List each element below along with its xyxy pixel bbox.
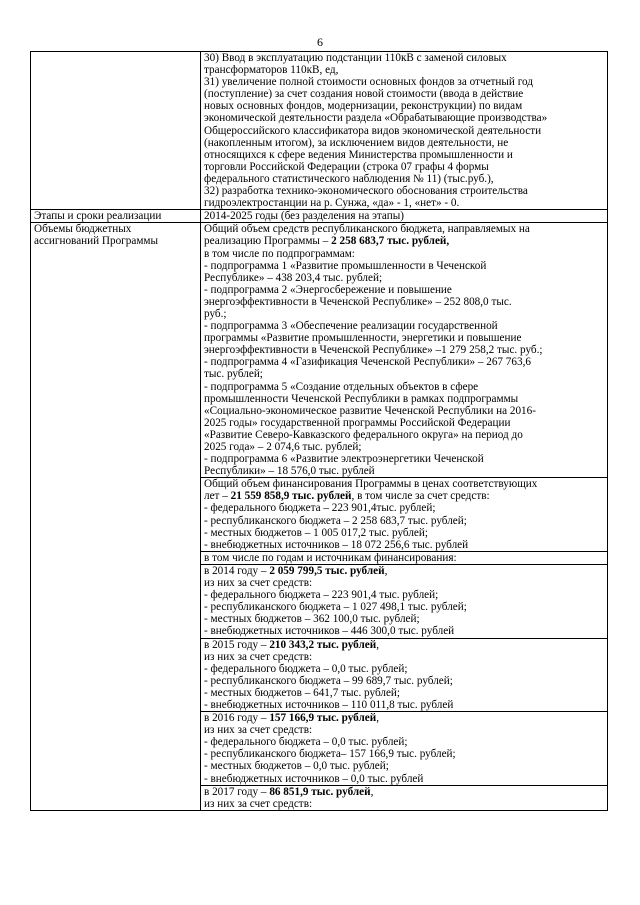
indicators-cell xyxy=(201,52,608,210)
text-line: в том числе по подпрограммам: xyxy=(204,247,355,260)
text-line: (накопленным итогом), за исключением видов деятельности, не xyxy=(204,136,509,149)
text-line: - подпрограмма 1 «Развитие промышленности в Чеченской xyxy=(204,259,487,272)
year-amount: 210 343,2 тыс. рублей xyxy=(269,638,377,651)
text-line: - федерального бюджета – 223 901,4 тыс. рублей; xyxy=(204,589,439,602)
year-amount: 2 059 799,5 тыс. рублей xyxy=(269,564,385,577)
table-row xyxy=(31,223,608,478)
text-line: - местных бюджетов – 0,0 тыс. рублей; xyxy=(204,760,389,773)
year-2016-cell xyxy=(201,712,608,786)
row-label: Этапы и сроки реализации xyxy=(34,210,162,223)
text-line: из них за счет средств: xyxy=(204,650,313,663)
year-2014-cell xyxy=(201,564,608,638)
row-label: ассигнований Программы xyxy=(34,235,159,248)
text-line: - внебюджетных источников – 110 011,8 тыс. рублей xyxy=(204,698,454,711)
text-line: (поступление) за счет создания новой стоимости (ввода в действие xyxy=(204,88,524,101)
text-line: тыс. рублей; xyxy=(204,368,263,381)
text-line: гидроэлектростанции на р. Сунжа, «да» - 1, «нет» - 0. xyxy=(204,197,460,210)
total-amount: 21 559 858,9 тыс. рублей xyxy=(230,490,352,503)
text-line: экономической деятельности раздела «Обрабатывающие производства» xyxy=(204,112,548,125)
total-financing-cell xyxy=(201,478,608,552)
text-line: трансформаторов 110кВ, ед, xyxy=(204,64,339,77)
text-line: - местных бюджетов – 1 005 017,2 тыс. рублей; xyxy=(204,526,428,539)
text-fragment: в 2017 году – xyxy=(204,785,270,798)
text-line xyxy=(204,786,604,798)
total-amount: 2 258 683,7 тыс. рублей, xyxy=(331,235,450,248)
text-fragment: реализацию Программы – xyxy=(204,235,332,248)
page-number: 6 xyxy=(317,35,323,49)
text-line: Общий объем финансирования Программы в ценах соответствующих xyxy=(204,478,538,491)
text-line: Общероссийского классификатора видов экономической деятельности xyxy=(204,124,542,137)
text-line: в том числе по годам и источникам финансирования: xyxy=(204,551,457,564)
text-line: 32) разработка технико-экономического обоснования строительства xyxy=(204,185,528,198)
text-line: из них за счет средств: xyxy=(204,577,313,590)
text-line: «Развитие Северо-Кавказского федерального округа» на период до xyxy=(204,428,523,441)
year-amount: 157 166,9 тыс. рублей xyxy=(269,712,377,725)
text-line: - федерального бюджета – 0,0 тыс. рублей; xyxy=(204,662,408,675)
text-line: торговли Российской Федерации (строка 07 графы 4 формы xyxy=(204,160,489,173)
text-line: - внебюджетных источников – 18 072 256,6 тыс. рублей xyxy=(204,538,469,551)
text-line: - местных бюджетов – 362 100,0 тыс. рублей; xyxy=(204,613,420,626)
row-label-cell xyxy=(31,52,201,210)
text-line xyxy=(204,235,604,247)
table-row xyxy=(31,52,608,210)
text-line: - республиканского бюджета – 99 689,7 тыс. рублей; xyxy=(204,674,453,687)
year-2015-cell xyxy=(201,638,608,712)
text-line: из них за счет средств: xyxy=(204,797,313,810)
year-2017-cell xyxy=(201,785,608,810)
text-line: руб.; xyxy=(204,307,227,320)
text-line: - подпрограмма 4 «Газификация Чеченской Республики» – 267 763,6 xyxy=(204,356,531,369)
by-years-cell xyxy=(201,551,608,564)
text-line: программы «Развитие промышленности, энергетики и повышение xyxy=(204,332,522,345)
text-line: федерального статистического наблюдения № 11) (тыс.руб.), xyxy=(204,172,494,185)
text-fragment: в 2014 году – xyxy=(204,564,270,577)
text-fragment: , xyxy=(370,785,374,798)
text-line xyxy=(204,639,604,651)
row-label-cell xyxy=(31,210,201,223)
text-line: - внебюджетных источников – 0,0 тыс. рублей xyxy=(204,772,424,785)
text-line: - подпрограмма 5 «Создание отдельных объектов в сфере xyxy=(204,380,479,393)
text-line: - подпрограмма 2 «Энергосбережение и повышение xyxy=(204,283,452,296)
text-fragment: лет – xyxy=(204,490,231,503)
stages-cell xyxy=(201,210,608,223)
text-line: Республики» – 18 576,0 тыс. рублей xyxy=(204,465,375,478)
text-line: «Социально-экономическое развитие Чеченской Республики на 2016- xyxy=(204,404,536,417)
year-amount: 86 851,9 тыс. рублей xyxy=(269,785,371,798)
text-line: - республиканского бюджета– 157 166,9 тыс. рублей; xyxy=(204,748,456,761)
text-line xyxy=(204,712,604,724)
text-fragment: , в том числе за счет средств: xyxy=(351,490,490,503)
row-label: Объемы бюджетных xyxy=(34,223,132,236)
text-line xyxy=(204,565,604,577)
text-line: - подпрограмма 3 «Обеспечение реализации государственной xyxy=(204,320,498,333)
text-line: энергоэффективности в Чеченской Республике» –1 279 258,2 тыс. руб.; xyxy=(204,344,543,357)
text-line: относящихся к сфере ведения Министерства промышленности и xyxy=(204,148,513,161)
text-line: 2025 годы» государственной программы Российской Федерации xyxy=(204,416,511,429)
text-fragment: , xyxy=(376,638,379,651)
passport-table xyxy=(30,51,608,811)
text-line: энергоэффективности в Чеченской Республике» – 252 808,0 тыс. xyxy=(204,295,512,308)
text-line: Республике» – 438 203,4 тыс. рублей; xyxy=(204,271,383,284)
text-line: из них за счет средств: xyxy=(204,724,313,737)
text-fragment: , xyxy=(376,712,379,725)
text-line: - федерального бюджета – 223 901,4тыс. рублей; xyxy=(204,502,436,515)
text-line: промышленности Чеченской Республики в рамках подпрограммы xyxy=(204,392,519,405)
text-line: - подпрограмма 6 «Развитие электроэнергетики Чеченской xyxy=(204,453,484,466)
republican-budget-cell xyxy=(201,223,608,478)
text-line: - республиканского бюджета – 2 258 683,7 тыс. рублей; xyxy=(204,514,467,527)
text-line: - местных бюджетов – 641,7 тыс. рублей; xyxy=(204,686,401,699)
text-line: Общий объем средств республиканского бюджета, направляемых на xyxy=(204,223,530,236)
text-line: - федерального бюджета – 0,0 тыс. рублей; xyxy=(204,736,408,749)
text-line: 2014-2025 годы (без разделения на этапы) xyxy=(204,210,404,223)
table-row xyxy=(31,210,608,223)
text-line: 30) Ввод в эксплуатацию подстанции 110кВ с заменой силовых xyxy=(204,52,507,64)
text-fragment: в 2016 году – xyxy=(204,712,270,725)
text-fragment: , xyxy=(384,564,388,577)
text-line: новых основных фондов, модернизации, реконструкции) по видам xyxy=(204,100,523,113)
text-line: - внебюджетных источников – 446 300,0 тыс. рублей xyxy=(204,625,455,638)
row-label-cell xyxy=(31,223,201,811)
text-fragment: в 2015 году – xyxy=(204,638,270,651)
text-line: - республиканского бюджета – 1 027 498,1 тыс. рублей; xyxy=(204,601,467,614)
text-line: 2025 года» – 2 074,6 тыс. рублей; xyxy=(204,441,362,453)
text-line xyxy=(204,490,604,502)
text-line: 31) увеличение полной стоимости основных фондов за отчетный год xyxy=(204,76,533,89)
